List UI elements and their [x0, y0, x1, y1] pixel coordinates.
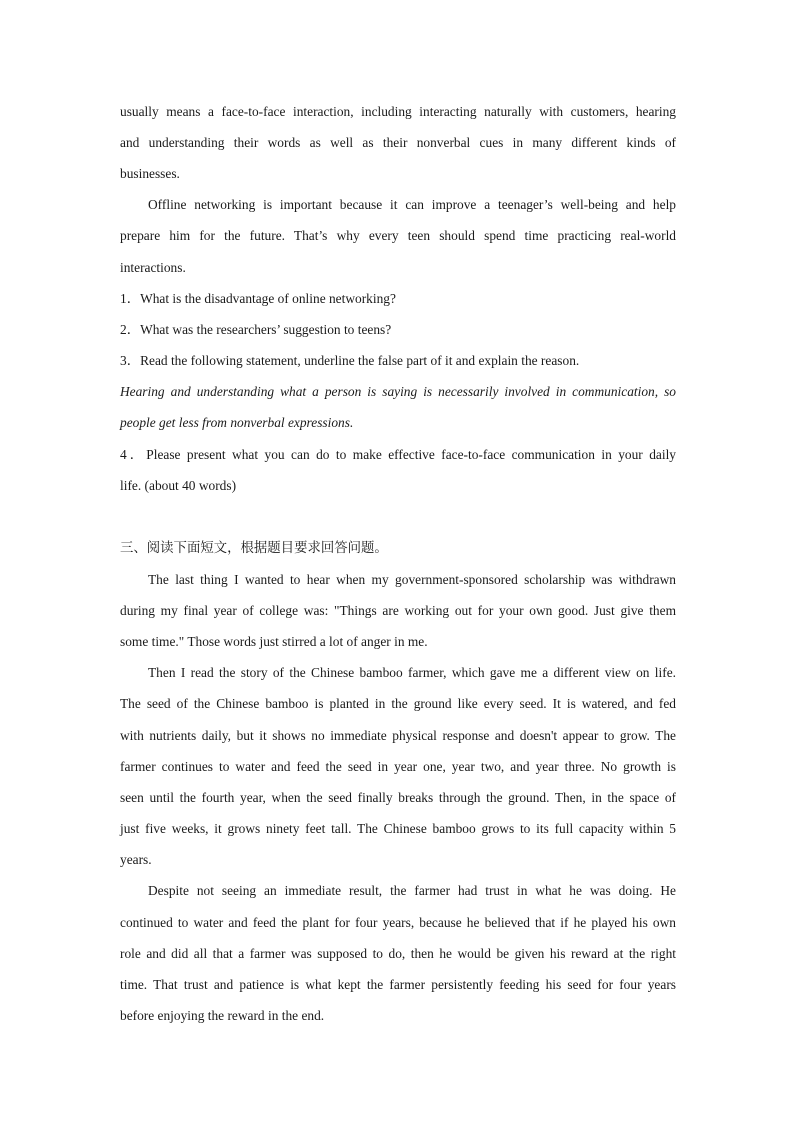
section-three-para3-line3: role and did all that a farmer was supposed to do, then he would be given his reward at the right: [120, 946, 676, 961]
section-three-para3-line5: before enjoying the reward in the end.: [120, 1008, 325, 1023]
section-three-para1-line2: during my final year of college was: "Things are working out for your own good. Just give them: [120, 603, 676, 618]
question-3-statement-line1: Hearing and understanding what a person is saying is necessarily involved in communication, so: [120, 384, 676, 399]
question-3-statement-line2: people get less from nonverbal expressions.: [120, 415, 354, 430]
section-three-para2-line4: farmer continues to water and feed the seed in year one, year two, and year three. No growth is: [120, 759, 676, 774]
section-three-para2-line5: seen until the fourth year, when the seed finally breaks through the ground. Then, in the space of: [120, 790, 676, 805]
question-4-line1: 4．Please present what you can do to make effective face-to-face communication in your daily: [120, 447, 676, 462]
section-three-para3-line2: continued to water and feed the plant for four years, because he believed that if he played his own: [120, 915, 676, 930]
section-three-para2-line1: Then I read the story of the Chinese bamboo farmer, which gave me a different view on life.: [148, 665, 676, 680]
passage-two-para1-line2: and understanding their words as well as their nonverbal cues in many different kinds of: [120, 135, 676, 150]
passage-two-para1-line3: businesses.: [120, 166, 180, 181]
section-three-heading: 三、阅读下面短文，根据题目要求回答问题。: [120, 541, 388, 556]
section-three-para2-line3: with nutrients daily, but it shows no immediate physical response and doesn't appear to grow. The: [120, 728, 676, 743]
section-three-para1-line1: The last thing I wanted to hear when my government-sponsored scholarship was withdrawn: [148, 572, 676, 587]
question-1: 1．What is the disadvantage of online networking?: [120, 291, 396, 306]
section-three-para2-line6: just five weeks, it grows ninety feet tall. The Chinese bamboo grows to its full capacity within 5: [120, 821, 676, 836]
passage-two-para2-line2: prepare him for the future. That’s why every teen should spend time practicing real-world: [120, 228, 676, 243]
question-4-line2: life. (about 40 words): [120, 478, 237, 493]
section-three-para2-line7: years.: [120, 852, 152, 867]
passage-two-para1-line1: usually means a face-to-face interaction, including interacting naturally with customers, hearing: [120, 104, 676, 119]
question-2: 2．What was the researchers’ suggestion to teens?: [120, 322, 392, 337]
section-three-para3-line1: Despite not seeing an immediate result, the farmer had trust in what he was doing. He: [148, 883, 676, 898]
question-3: 3．Read the following statement, underline the false part of it and explain the reason.: [120, 353, 580, 368]
section-three-para2-line2: The seed of the Chinese bamboo is planted in the ground like every seed. It is watered, and fed: [120, 696, 676, 711]
passage-two-para2-line3: interactions.: [120, 260, 186, 275]
passage-two-para2-line1: Offline networking is important because it can improve a teenager’s well-being and help: [148, 197, 676, 212]
section-three-para1-line3: some time." Those words just stirred a lot of anger in me.: [120, 634, 428, 649]
section-three-para3-line4: time. That trust and patience is what kept the farmer persistently feeding his seed for four years: [120, 977, 676, 992]
